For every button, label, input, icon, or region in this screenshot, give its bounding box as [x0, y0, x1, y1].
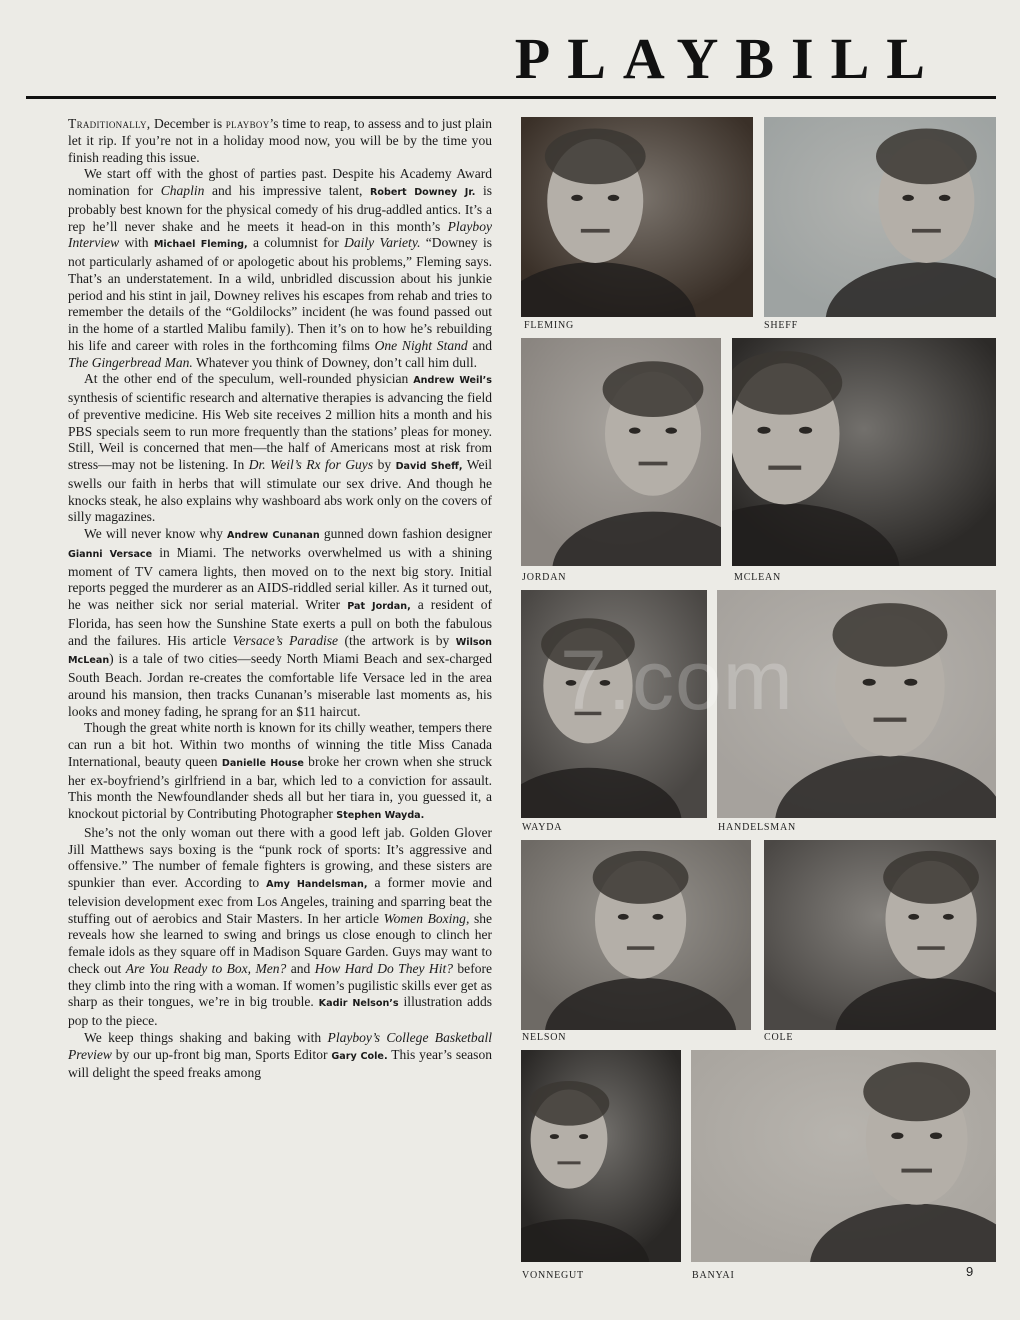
contributor-name: Robert Downey Jr.	[369, 187, 476, 198]
photo-mclean	[732, 338, 996, 566]
masthead-rule	[26, 96, 996, 99]
text-run: a resident of Florida, has seen how the Sunshine State exerts a pull on both the fabulous and the failures. His article	[68, 597, 493, 648]
text-run: ’s time to reap, to assess and to just plain let it rip. If you’re not in a holiday mood now, you will be by the time you finish reading this issue.	[68, 116, 492, 165]
text-run: gunned down fashion designer	[319, 526, 492, 541]
text-run: Traditionally,	[68, 116, 151, 131]
contributor-name: Pat Jordan,	[347, 601, 411, 612]
text-run: December is	[150, 116, 226, 131]
photo-nelson	[521, 840, 751, 1030]
contributor-name: David Sheff,	[395, 461, 463, 472]
masthead-title: PLAYBILL	[514, 26, 942, 91]
contributor-name: Stephen Wayda.	[336, 810, 425, 821]
italic-title: Dr. Weil’s Rx for Guys	[248, 457, 374, 472]
contributor-name: Amy Handelsman,	[266, 879, 368, 890]
article-paragraph	[68, 371, 492, 526]
photo-jordan	[521, 338, 721, 566]
italic-title: How Hard Do They Hit?	[314, 960, 453, 976]
photo-caption: FLEMING	[524, 320, 575, 331]
italic-title: Women Boxing,	[383, 910, 470, 926]
article-paragraph	[68, 116, 492, 166]
text-run: by our up-front big man, Sports Editor	[111, 1046, 332, 1062]
article-paragraph	[68, 1030, 492, 1082]
photo-fleming	[521, 117, 753, 317]
italic-title: Chaplin	[160, 183, 205, 198]
text-run: We keep things shaking and baking with	[84, 1029, 328, 1045]
photo-caption: NELSON	[522, 1032, 567, 1043]
text-run: in Miami. The networks overwhelmed us with a shining moment of TV camera lights, then moved on to the next big story. Initial reports pegged the murderer as an AIDS-riddled serial killer. As it turned out, he was neither sick nor serial material. Writer	[68, 544, 492, 612]
contributor-name: Andrew Cunanan	[227, 530, 320, 541]
text-run: We will never know why	[84, 526, 228, 541]
text-run: broke her crown when she struck her ex-boyfriend’s girlfriend in a bar, which led to a conviction for assault. This month the Newfoundlander sheds all but her tiara in, you guessed it, a knockout pictorial by Contributing Photographer	[68, 753, 493, 821]
article-paragraph	[68, 720, 492, 825]
italic-title: Playboy Interview	[68, 218, 492, 251]
article-text	[68, 116, 492, 1082]
photo-caption: MCLEAN	[734, 572, 782, 583]
photo-caption: COLE	[764, 1032, 794, 1043]
photo-cole	[764, 840, 996, 1030]
italic-title: The Gingerbread Man.	[68, 354, 193, 370]
page-number: 9	[966, 1264, 974, 1279]
text-run: At the other end of the speculum, well-rounded physician	[84, 371, 414, 387]
text-run: is probably best known for the physical comedy of his drug-addled antics. It’s a rep he’ll never shake and he meets it head-on in this month’s	[68, 183, 492, 234]
article-paragraph	[68, 526, 492, 720]
text-run: illustration adds pop to the piece.	[68, 994, 492, 1028]
contributor-name: Michael Fleming,	[153, 239, 248, 251]
text-run: before they climb into the ring with a woman. If women’s pugilistic skills ever get as sharp as their tongues, we’re in big trouble.	[68, 960, 493, 1010]
photo-caption: WAYDA	[522, 822, 563, 833]
text-run: (the artwork is by	[338, 632, 456, 648]
article-paragraph	[68, 825, 492, 1030]
text-run: she reveals how she learned to swing and brings us close enough to clinch her female idols as they square off in Madison Square Garden. Guys may want to check out	[68, 910, 493, 976]
photo-caption: VONNEGUT	[522, 1270, 584, 1281]
text-run: and	[286, 960, 315, 976]
contributor-name: Kadir Nelson’s	[318, 998, 399, 1010]
photo-sheff	[764, 117, 996, 317]
text-run: playboy	[225, 116, 270, 131]
photo-banyai	[691, 1050, 996, 1262]
text-run: a columnist for	[247, 235, 345, 251]
text-run: synthesis of scientific research and alternative therapies is advancing the field of preventive medicine. His Web site receives 2 million hits a month and his PBS specials seem to run more frequently than the stations’ pleas for money. Still, Weil is concerned that men—the half of Americans most at risk from stress—may not be listening. In	[68, 390, 492, 472]
text-run: We start off with the ghost of parties past. Despite his Academy Award nomination for	[68, 166, 492, 198]
contributor-name: Danielle House	[221, 757, 304, 769]
text-run: This year’s season will delight the speed freaks among	[68, 1046, 493, 1081]
italic-title: Are You Ready to Box, Men?	[125, 960, 287, 976]
text-run: “Downey is not particularly ashamed of or apologetic about his problems,” Fleming says. That’s an understatement. In a wild, unbridled discussion about his junkie period and his stint in jail, Downey relives his escapes from rehab and tries to remember the details of the “Goldilocks” incident (he was found passed out in the home of a startled Malibu family). Then it’s on to how he’s rebuilding his life and career with roles in the forthcoming films	[68, 235, 493, 353]
photo-caption: HANDELSMAN	[718, 822, 796, 833]
photo-caption: BANYAI	[692, 1270, 735, 1281]
italic-title: Playboy’s College Basketball Preview	[68, 1029, 492, 1062]
article-paragraph	[68, 166, 492, 371]
text-run: Weil swells our faith in herbs that will stimulate our sex drive. And though he knocks steak, he also explains why washboard abs work only on the covers of silly magazines.	[68, 457, 492, 525]
contributor-name: Andrew Weil’s	[413, 375, 492, 387]
watermark: 7.com	[560, 633, 794, 727]
italic-title: Versace’s Paradise	[232, 632, 339, 648]
text-run: Whatever you think of Downey, don’t call him dull.	[192, 354, 477, 370]
text-run: and	[467, 337, 492, 353]
text-run: a former movie and television development exec from Los Angeles, training and sparring beat the stuffing out of aerobics and Stair Masters. In her article	[68, 875, 492, 926]
contributor-name: Gianni Versace	[68, 548, 153, 560]
text-run: ) is a tale of two cities—seedy North Miami Beach and sex-charged South Beach. Jordan re-creates the comfortable life Versace led in the area around his mansion, then tracks Cunanan’s miserable last moments as, his looks and money fading, he sprang for an $11 haircut.	[68, 651, 492, 719]
italic-title: Daily Variety.	[344, 235, 421, 251]
photo-caption: SHEFF	[764, 320, 799, 331]
contributor-name: Wilson McLean	[68, 636, 492, 667]
text-run: by	[373, 457, 396, 472]
text-run: and his impressive talent,	[204, 183, 370, 198]
text-run: with	[119, 235, 154, 251]
contributor-name: Gary Cole.	[331, 1050, 388, 1062]
text-run: Though the great white north is known for its chilly weather, tempers there can run a bit hot. Within two months of winning the title Miss Canada International, beauty queen	[68, 720, 492, 769]
italic-title: One Night Stand	[374, 337, 468, 353]
photo-vonnegut	[521, 1050, 681, 1262]
photo-caption: JORDAN	[522, 572, 567, 583]
text-run: She’s not the only woman out there with a good left jab. Golden Glover Jill Matthews says boxing is the “punk rock of sports: It’s aggressive and offensive.” The number of female fighters is growing, and these sisters are spunkier than ever. According to	[68, 824, 492, 890]
